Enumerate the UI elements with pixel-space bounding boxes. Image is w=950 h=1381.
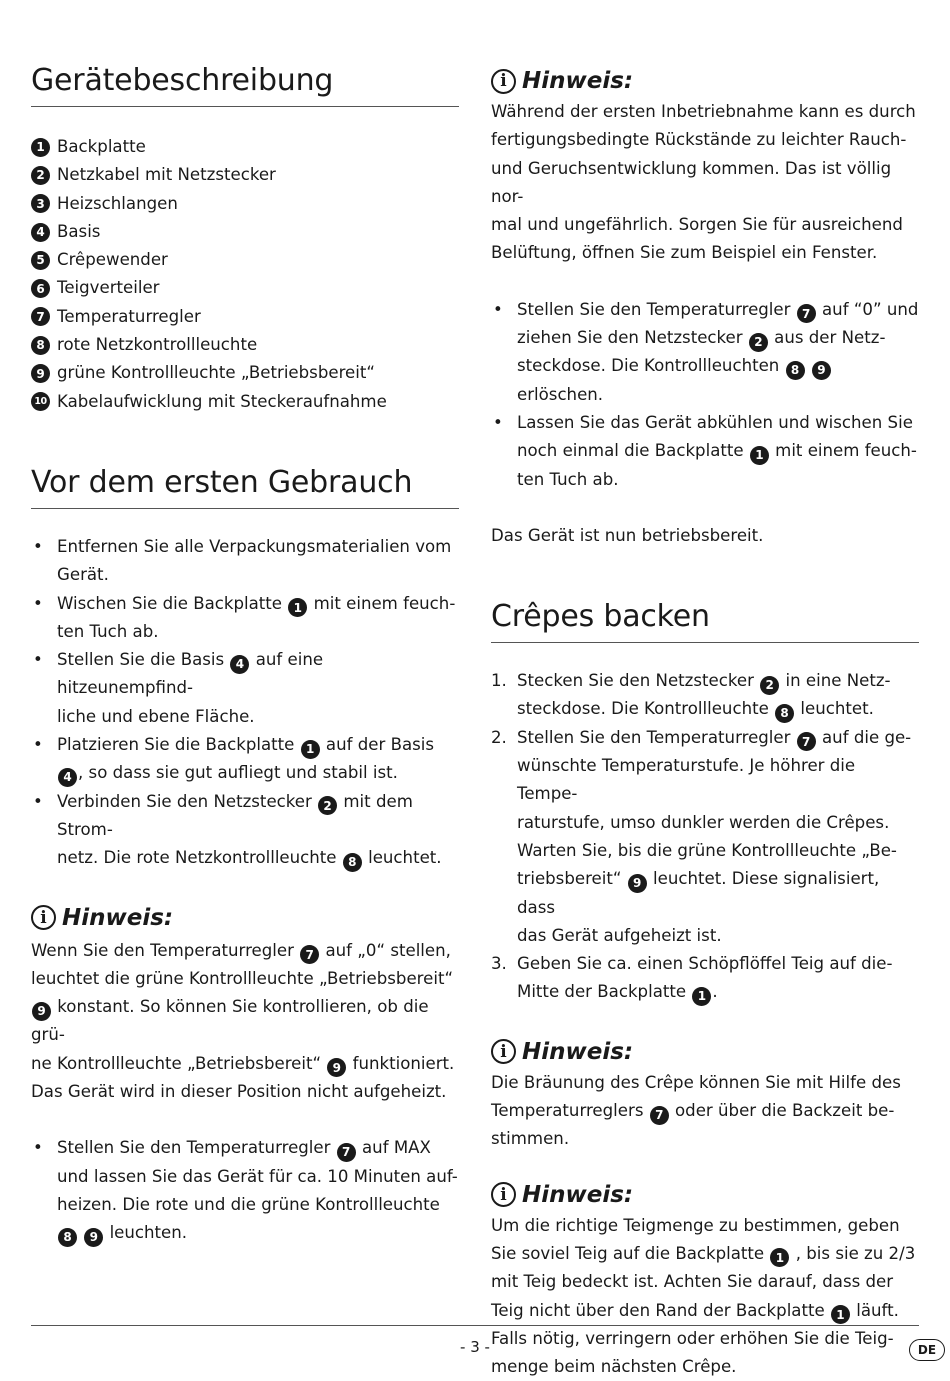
page-number: - 3 -	[460, 1338, 490, 1356]
list-item: • Stellen Sie den Temperaturregler 7 auf MAX und lassen Sie das Gerät für ca. 10 Minuten auf- heizen. Die rote und die grüne Kontrollleuchte 8 9 leuchten.	[31, 1134, 459, 1247]
cleanup-list	[491, 296, 919, 494]
heat-list	[31, 1134, 459, 1247]
number-badge: 5	[31, 251, 50, 270]
number-badge: 1	[770, 1248, 789, 1267]
number-badge: 7	[300, 945, 319, 964]
number-badge: 1	[831, 1305, 850, 1324]
number-badge: 1	[750, 446, 769, 465]
list-item: • Stellen Sie die Basis 4 auf eine hitzeunempfind- liche und ebene Fläche.	[31, 646, 459, 731]
list-item: 1. Stecken Sie den Netzstecker 2 in eine Netz- steckdose. Die Kontrollleuchte 8 leuchtet.	[491, 667, 919, 724]
list-item: • Verbinden Sie den Netzstecker 2 mit dem Strom- netz. Die rote Netzkontrollleuchte 8 leuchtet.	[31, 788, 459, 873]
number-badge: 9	[327, 1058, 346, 1077]
list-item: 3. Geben Sie ca. einen Schöpflöffel Teig auf die- Mitte der Backplatte 1 .	[491, 950, 919, 1007]
number-badge: 8	[31, 336, 50, 355]
heading-device-description: Gerätebeschreibung	[31, 62, 459, 107]
list-item: 1 Backplatte	[31, 133, 459, 161]
list-item: • Stellen Sie den Temperaturregler 7 auf “0” und ziehen Sie den Netzstecker 2 aus der Netz- steckdose. Die Kontrollleuchten 8 9 erlöschen.	[491, 296, 919, 409]
note-heading: i Hinweis:	[491, 66, 919, 96]
note-heading: i Hinweis:	[491, 1180, 919, 1210]
number-badge: 1	[288, 598, 307, 617]
number-badge: 8	[343, 853, 362, 872]
list-item: • Entfernen Sie alle Verpackungsmaterialien vom Gerät.	[31, 533, 459, 590]
number-badge: 4	[31, 223, 50, 242]
number-badge: 9	[812, 361, 831, 380]
number-badge: 2	[760, 676, 779, 695]
list-item: 4 Basis	[31, 218, 459, 246]
list-item: 5 Crêpewender	[31, 246, 459, 274]
number-badge: 7	[650, 1106, 669, 1125]
number-badge: 2	[31, 166, 50, 185]
number-badge: 1	[31, 138, 50, 157]
number-badge: 8	[58, 1228, 77, 1247]
number-badge: 9	[628, 874, 647, 893]
left-column	[31, 0, 459, 1248]
number-badge: 8	[775, 704, 794, 723]
list-item: 2. Stellen Sie den Temperaturregler 7 auf die ge- wünschte Temperaturstufe. Je höhrer die Tempe- raturstufe, umso dunkler werden die Crêpes. Warten Sie, bis die grüne Kontrollleuchte „Be- triebsbereit“ 9 leuchtet. Diese signalisiert, dass das Gerät aufgeheizt ist.	[491, 727, 912, 945]
number-badge: 3	[31, 194, 50, 213]
ready-text: Das Gerät ist nun betriebsbereit.	[491, 525, 764, 545]
number-badge: 2	[318, 796, 337, 815]
number-badge: 7	[337, 1143, 356, 1162]
note-text: Die Bräunung des Crêpe können Sie mit Hilfe des Temperaturreglers 7 oder über die Backzeit be- stimmen.	[491, 1072, 901, 1149]
info-icon: i	[491, 1039, 516, 1064]
info-icon: i	[491, 69, 516, 94]
number-badge: 9	[31, 364, 50, 383]
list-item: 9 grüne Kontrollleuchte „Betriebsbereit“	[31, 359, 459, 387]
language-badge: DE	[909, 1339, 945, 1361]
list-item: 7 Temperaturregler	[31, 303, 459, 331]
note-text: Um die richtige Teigmenge zu bestimmen, geben Sie soviel Teig auf die Backplatte 1 , bis sie zu 2/3 mit Teig bedeckt ist. Achten Sie darauf, dass der Teig nicht über den Rand der Backplatte 1 läuft. Falls nötig, verringern oder erhöhen Sie die Teig- menge beim nächsten Crêpe.	[491, 1215, 916, 1377]
right-column	[491, 0, 919, 1381]
number-badge: 10	[31, 392, 50, 411]
number-badge: 1	[692, 987, 711, 1006]
note-heading: i Hinweis:	[491, 1037, 919, 1067]
first-use-list	[31, 533, 459, 873]
info-icon: i	[491, 1182, 516, 1207]
number-badge: 4	[230, 655, 249, 674]
number-badge: 7	[31, 307, 50, 326]
list-item: • Lassen Sie das Gerät abkühlen und wischen Sie noch einmal die Backplatte 1 mit einem feuch- ten Tuch ab.	[491, 409, 919, 494]
list-item: 10 Kabelaufwicklung mit Steckeraufnahme	[31, 388, 459, 416]
info-icon: i	[31, 905, 56, 930]
parts-list	[31, 133, 459, 416]
note-text: Wenn Sie den Temperaturregler 7 auf „0“ stellen, leuchtet die grüne Kontrollleuchte „Betriebsbereit“ 9 konstant. So können Sie kontrollieren, ob die grü- ne Kontrollleuchte „Betriebsbereit“ 9 funktioniert. Das Gerät wird in dieser Position nicht aufgeheizt.	[31, 940, 455, 1102]
number-badge: 9	[32, 1002, 51, 1021]
number-badge: 8	[786, 361, 805, 380]
list-item: 3 Heizschlangen	[31, 190, 459, 218]
note-heading: i Hinweis:	[31, 903, 459, 933]
number-badge: 9	[84, 1228, 103, 1247]
heading-first-use: Vor dem ersten Gebrauch	[31, 464, 459, 509]
number-badge: 7	[797, 732, 816, 751]
number-badge: 1	[301, 740, 320, 759]
number-badge: 4	[58, 768, 77, 787]
note-text: Während der ersten Inbetriebnahme kann es durch fertigungsbedingte Rückstände zu leichter Rauch- und Geruchsentwicklung kommen. Das ist völlig nor- mal und ungefährlich. Sorgen Sie für ausreichend Belüftung, öffnen Sie zum Beispiel ein Fenster.	[491, 102, 916, 263]
number-badge: 2	[749, 333, 768, 352]
list-item: • Platzieren Sie die Backplatte 1 auf der Basis 4 , so dass sie gut aufliegt und stabil ist.	[31, 731, 459, 788]
baking-steps	[491, 667, 919, 1007]
list-item: 2 Netzkabel mit Netzstecker	[31, 161, 459, 189]
number-badge: 7	[797, 304, 816, 323]
heading-baking: Crêpes backen	[491, 598, 919, 643]
list-item: 6 Teigverteiler	[31, 274, 459, 302]
list-item: 8 rote Netzkontrollleuchte	[31, 331, 459, 359]
list-item: • Wischen Sie die Backplatte 1 mit einem feuch- ten Tuch ab.	[31, 590, 459, 647]
number-badge: 6	[31, 279, 50, 298]
footer-divider	[31, 1325, 919, 1326]
